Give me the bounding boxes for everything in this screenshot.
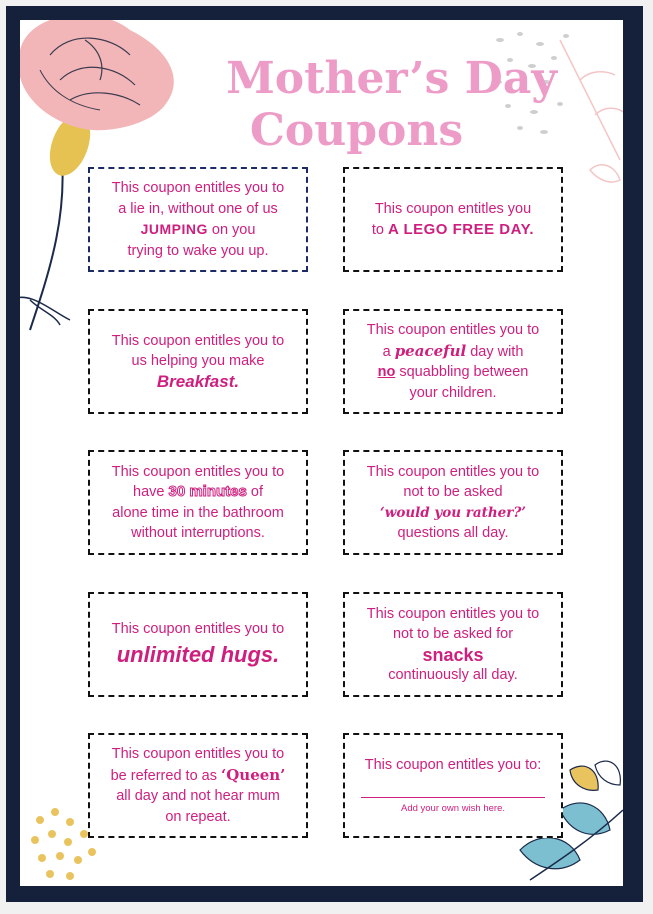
coupon-text-line — [133, 482, 263, 503]
coupon-text: a — [382, 343, 395, 360]
coupon-text-line — [141, 219, 256, 241]
title-line-1: Mother’s Day — [226, 53, 557, 104]
coupon-emphasis: A LEGO FREE DAY. — [388, 220, 535, 238]
coupon-queen — [88, 733, 308, 838]
title-line-2: Coupons — [249, 105, 464, 156]
coupon-emphasis: JUMPING — [140, 221, 208, 237]
coupon-emphasis: Breakfast. — [156, 371, 240, 391]
coupon-text: not to be asked for — [392, 626, 514, 642]
coupon-bathroom-time — [88, 450, 308, 555]
coupon-breakfast — [88, 309, 308, 414]
coupon-text: alone time in the bathroom — [112, 504, 284, 521]
coupon-text: This coupon entitles you — [374, 201, 532, 217]
coupon-emphasis: no — [377, 364, 396, 380]
coupon-text: This coupon entitles you to — [366, 463, 540, 480]
coupon-lie-in — [88, 167, 308, 272]
coupon-text: day with — [466, 343, 524, 360]
coupon-text: us helping you make — [131, 353, 265, 370]
coupon-text: your children. — [409, 384, 497, 401]
coupon-text: This coupon entitles you to — [366, 605, 540, 622]
coupon-lego-free-day — [343, 167, 563, 272]
coupon-text: This coupon entitles you to — [111, 463, 285, 480]
coupon-emphasis: unlimited hugs. — [116, 641, 280, 667]
coupon-text: This coupon entitles you to: — [364, 756, 542, 773]
coupon-text: not to be asked — [403, 484, 503, 500]
coupon-sheet — [20, 20, 623, 886]
coupon-text: have — [133, 484, 169, 500]
coupon-text: This coupon entitles you to — [366, 322, 540, 338]
coupon-peaceful-day — [343, 309, 563, 414]
coupon-emphasis: ‘Queen’ — [221, 765, 286, 784]
coupon-text: without interruptions. — [131, 525, 265, 541]
coupon-emphasis: 30 minutes — [168, 483, 247, 500]
coupon-text: squabbling between — [395, 364, 529, 380]
coupon-text: on you — [207, 222, 256, 238]
coupon-text: This coupon entitles you to — [111, 746, 285, 762]
coupon-text: continuously all day. — [388, 667, 518, 683]
coupon-text: a lie in, without one of us — [118, 200, 278, 217]
coupon-text-line — [383, 341, 524, 363]
coupon-text: This coupon entitles you to — [111, 180, 285, 196]
wish-hint: Add your own wish here. — [400, 803, 506, 815]
coupon-emphasis: peaceful — [394, 341, 467, 360]
coupon-snacks — [343, 592, 563, 697]
coupon-text: be referred to as — [110, 767, 221, 784]
coupon-text: This coupon entitles you to — [111, 621, 285, 638]
coupon-text: on repeat. — [165, 808, 231, 825]
coupon-emphasis: snacks — [422, 644, 484, 665]
coupon-text: trying to wake you up. — [127, 242, 269, 259]
coupon-text: of — [246, 484, 263, 500]
coupon-would-you-rather — [343, 450, 563, 555]
coupon-text-line — [372, 220, 534, 241]
coupon-text-line — [378, 362, 529, 383]
coupon-emphasis: ‘would you rather?’ — [380, 504, 526, 521]
coupon-text: This coupon entitles you to — [111, 332, 285, 349]
wish-write-line[interactable] — [361, 797, 545, 798]
coupon-text-line — [111, 765, 286, 787]
coupon-text: all day and not hear mum — [116, 788, 280, 804]
coupon-own-wish — [343, 733, 563, 838]
coupon-unlimited-hugs — [88, 592, 308, 697]
coupon-text: questions all day. — [397, 525, 509, 541]
coupon-text: to — [371, 221, 389, 238]
